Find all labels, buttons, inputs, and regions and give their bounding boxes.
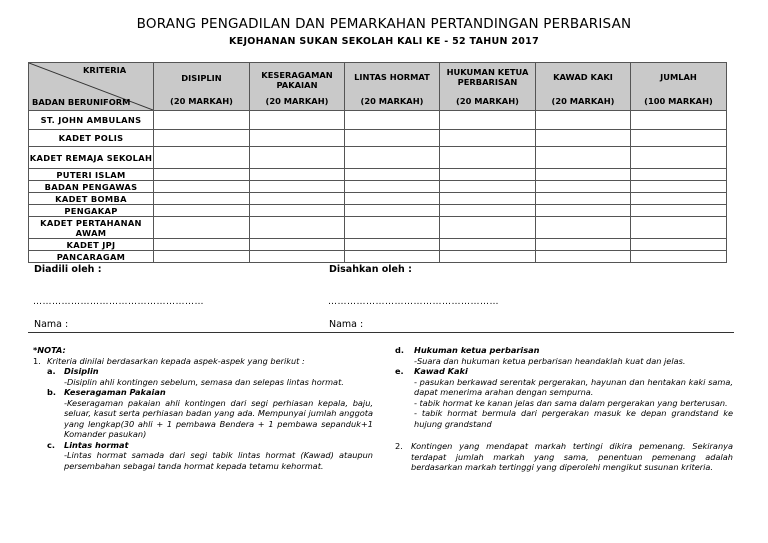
score-cell[interactable] [536,130,631,147]
col-header-kawad [536,63,631,111]
score-cell[interactable] [440,147,536,169]
criterion-text: -Suara dan hukuman ketua perbarisan heandaklah kuat dan jelas. [414,355,686,366]
judge-name-label: Nama : [34,319,69,330]
form-title: BORANG PENGADILAN DAN PEMARKAHAN PERTANDINGAN PERBARISAN [136,16,632,32]
criterion-title: Hukuman ketua perbarisan [414,345,540,355]
score-cell[interactable] [440,205,536,217]
notes-right [395,345,733,473]
note-item-2 [395,441,733,473]
corner-header [29,63,154,111]
score-cell[interactable] [154,193,250,205]
total-cell[interactable] [631,193,727,205]
criterion-letter: b. [47,387,56,397]
note-number: 2. [395,441,403,451]
criterion-d [395,345,733,366]
row-name: PENGAKAP [29,205,154,217]
table-row [29,205,727,217]
table-row [29,181,727,193]
criteria-label: KRITERIA [83,65,127,75]
note-text: Kriteria dinilai berdasarkan kepada aspek-aspek yang berikut : [47,355,305,366]
row-name: PUTERI ISLAM [29,169,154,181]
table-row [29,217,727,239]
total-cell[interactable] [631,169,727,181]
row-name: KADET REMAJA SEKOLAH [29,147,154,169]
score-cell[interactable] [440,111,536,130]
col-name: KESERAGAMAN PAKAIAN [261,70,333,90]
score-cell[interactable] [250,193,345,205]
total-cell[interactable] [631,130,727,147]
score-cell[interactable] [154,147,250,169]
table-row [29,193,727,205]
criterion-text: - tabik hormat bermula dari pergerakan masuk ke depan grandstand ke hujung grandstand [414,408,733,429]
score-cell[interactable] [250,181,345,193]
note-item-1 [33,356,373,367]
score-cell[interactable] [440,217,536,239]
table-row [29,251,727,263]
table-row [29,239,727,251]
score-cell[interactable] [536,147,631,169]
score-cell[interactable] [440,239,536,251]
table-row [29,169,727,181]
approver-name-label: Nama : [329,319,364,330]
total-cell[interactable] [631,205,727,217]
score-cell[interactable] [345,147,440,169]
row-name: ST. JOHN AMBULANS [29,111,154,130]
section-divider [28,332,734,333]
score-cell[interactable] [536,111,631,130]
criterion-title: Lintas hormat [64,439,129,450]
approver-signature-line[interactable]: ……………………………………………… [328,297,499,307]
score-cell[interactable] [154,181,250,193]
total-cell[interactable] [631,251,727,263]
uniform-body-label: BADAN BERUNIFORM [32,97,131,107]
col-name: DISIPLIN [181,73,222,83]
criterion-letter: d. [395,345,404,355]
criterion-e [395,366,733,429]
score-cell[interactable] [536,193,631,205]
col-name: JUMLAH [660,72,697,82]
score-cell[interactable] [345,111,440,130]
note-number: 1. [33,355,41,366]
score-cell[interactable] [536,181,631,193]
score-cell[interactable] [250,130,345,147]
table-row [29,147,727,169]
judged-by-label: Diadili oleh : [34,264,102,275]
score-cell[interactable] [345,251,440,263]
criterion-text: -Disiplin ahli kontingen sebelum, semasa dan selepas lintas hormat. [64,376,344,387]
col-marks: (20 MARKAH) [170,96,233,106]
score-cell[interactable] [440,193,536,205]
score-cell[interactable] [440,251,536,263]
score-cell[interactable] [250,251,345,263]
criterion-text: - tabik hormat ke kanan jelas dan sama dalam pergerakan yang berterusan. [414,397,728,408]
score-cell[interactable] [250,111,345,130]
total-cell[interactable] [631,181,727,193]
col-header-lintas [345,63,440,111]
criterion-b [47,387,373,440]
score-cell[interactable] [345,130,440,147]
score-cell[interactable] [154,251,250,263]
score-cell[interactable] [250,239,345,251]
score-cell[interactable] [536,251,631,263]
judge-signature-line[interactable]: ……………………………………………… [33,297,204,307]
score-cell[interactable] [345,239,440,251]
col-header-disiplin [154,63,250,111]
col-name: LINTAS HORMAT [354,72,430,82]
total-cell[interactable] [631,147,727,169]
criterion-title: Keseragaman Pakaian [64,387,166,397]
score-cell[interactable] [345,205,440,217]
score-cell[interactable] [250,205,345,217]
criterion-text: -Lintas hormat samada dari segi tabik lintas hormat (Kawad) ataupun persembahan sebagai tanda hormat kepada tetamu kehormat. [64,450,373,471]
col-name: KAWAD KAKI [553,72,613,82]
score-cell[interactable] [250,147,345,169]
total-cell[interactable] [631,111,727,130]
score-cell[interactable] [154,239,250,251]
criterion-title: Kawad Kaki [414,366,468,376]
col-marks: (20 MARKAH) [360,96,424,106]
table-row [29,130,727,147]
score-cell[interactable] [250,217,345,239]
score-cell[interactable] [536,169,631,181]
row-name: KADET BOMBA [29,193,154,205]
score-cell[interactable] [536,239,631,251]
approved-by-label: Disahkan oleh : [329,264,412,275]
score-cell[interactable] [345,169,440,181]
score-cell[interactable] [250,169,345,181]
criterion-title: Disiplin [64,366,99,376]
note-text: Kontingen yang mendapat markah tertingi dikira pemenang. Sekiranya terdapat jumlah markah yang sama, penentuan pemenang adalah berdasarkan markah tertinggi yang diperolehi mengikut susunan kriteria. [411,441,733,472]
row-name: KADET POLIS [29,130,154,147]
score-cell[interactable] [154,130,250,147]
score-cell[interactable] [440,181,536,193]
score-cell[interactable] [154,217,250,239]
score-cell[interactable] [440,130,536,147]
score-cell[interactable] [536,205,631,217]
form-subtitle: KEJOHANAN SUKAN SEKOLAH KALI KE - 52 TAHUN 2017 [229,36,539,47]
col-marks: (100 MARKAH) [644,96,713,106]
row-name: KADET JPJ [29,239,154,251]
score-cell[interactable] [154,111,250,130]
col-header-keseragaman [250,63,345,111]
table-row [29,111,727,130]
score-cell[interactable] [154,169,250,181]
criterion-text: - pasukan berkawad serentak pergerakan, hayunan dan hentakan kaki sama, dapat menerima arahan dengan sempurna. [414,376,733,397]
score-cell[interactable] [536,217,631,239]
total-cell[interactable] [631,217,727,239]
col-marks: (20 MARKAH) [551,96,615,106]
row-name: KADET PERTAHANAN AWAM [29,217,154,239]
criterion-letter: a. [47,366,56,376]
score-cell[interactable] [440,169,536,181]
criterion-letter: e. [395,366,404,376]
score-cell[interactable] [345,181,440,193]
col-marks: (20 MARKAH) [265,96,329,106]
col-header-hukuman [440,63,536,111]
criterion-a [47,366,373,387]
total-cell[interactable] [631,239,727,251]
row-name: BADAN PENGAWAS [29,181,154,193]
notes-left [33,345,373,471]
scoring-table [28,62,727,263]
col-header-jumlah [631,63,727,111]
score-cell[interactable] [154,205,250,217]
score-cell[interactable] [345,193,440,205]
col-marks: (20 MARKAH) [456,96,519,106]
criterion-letter: c. [47,439,55,450]
criterion-text: -Keseragaman pakaian ahli kontingen dari segi perhiasan kepala, baju, seluar, kasut serta perhiasan badan yang ada. Mempunyai jumlah anggota yang lengkap(30 ahli + 1 pembawa Bendera + 1 pembawa sepanduk+1 Komander pasukan) [64,397,373,439]
criterion-c [47,440,373,472]
row-name: PANCARAGAM [29,251,154,263]
score-cell[interactable] [345,217,440,239]
col-name: HUKUMAN KETUA PERBARISAN [446,67,529,87]
notes-heading: *NOTA: [33,345,66,355]
